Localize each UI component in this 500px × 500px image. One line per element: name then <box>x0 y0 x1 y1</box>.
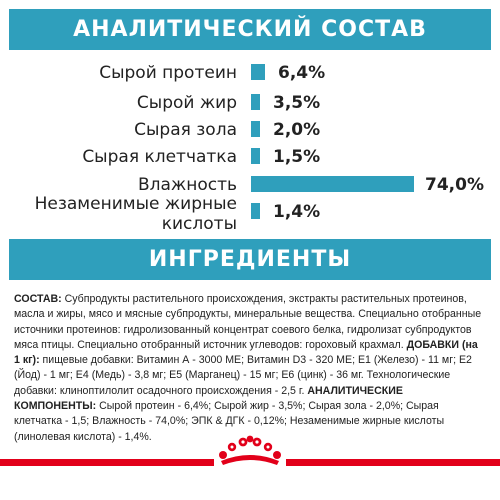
additives-label: ДОБАВКИ (на 1 кг): <box>14 338 478 367</box>
analysis-label: Сырая зола <box>134 120 237 140</box>
crown-icon <box>217 435 283 469</box>
ingredients-header: ИНГРЕДИЕНТЫ <box>9 239 491 280</box>
analysis-bar <box>251 121 260 137</box>
analysis-bar <box>251 176 414 192</box>
analysis-value: 1,5% <box>273 147 321 167</box>
ingredients-text <box>14 292 484 445</box>
analysis-label: Сырая клетчатка <box>82 147 237 167</box>
analysis-bar <box>251 203 260 219</box>
analysis-value: 74,0% <box>425 175 484 195</box>
composition-label: СОСТАВ: <box>14 293 62 305</box>
analysis-value: 1,4% <box>273 202 321 222</box>
analysis-header: АНАЛИТИЧЕСКИЙ СОСТАВ <box>9 9 491 50</box>
analysis-label <box>35 194 237 234</box>
analysis-value: 3,5% <box>273 93 321 113</box>
analysis-label-line: Незаменимые жирные <box>34 194 237 214</box>
analysis-label: Сырой жир <box>136 93 237 113</box>
analysis-value: 6,4% <box>278 63 326 83</box>
analytical-components-label: АНАЛИТИЧЕСКИЕ КОМПОНЕНТЫ: <box>14 384 403 413</box>
analysis-value: 2,0% <box>273 120 321 140</box>
analysis-label-line: кислоты <box>161 214 237 234</box>
analysis-label: Влажность <box>137 175 237 195</box>
additives-text: пищевые добавки: Витамин А - 3000 МЕ; Витамин D3 - 320 МЕ; Е1 (Железо) - 11 мг; Е2 (Йод) - 1 мг; Е4 (Медь) - 3,8 мг; Е5 (Марганец) - 15 мг; Е6 (цинк) - 36 мг. Технологические добавки: клиноптилолит осадочного происхождения - 2,5 г. <box>14 354 472 397</box>
analysis-bar <box>251 94 260 110</box>
analysis-label: Сырой протеин <box>99 63 237 83</box>
analysis-bar <box>251 64 265 80</box>
composition-text: Субпродукты растительного происхождения, экстракты растительных протеинов, масла и жиры, мясо и мясные субпродукты, минеральные вещества. Специально отобранные источники протеинов: гидролизованный концентрат соевого белка, гидролизат субпродуктов мяса птицы. Специально отобранный источник углеводов: гороховый крахмал. <box>14 293 482 351</box>
analytical-components-text: Сырой протеин - 6,4%; Сырой жир - 3,5%; Сырая зола - 2,0%; Сырая клетчатка - 1,5; Влажность - 74,0%; ЭПК & ДГК - 0,12%; Незаменимые жирные кислоты (линолевая кислота) - 1,4%. <box>14 400 445 443</box>
royal-crown-logo <box>214 432 286 472</box>
analysis-bar <box>251 148 260 164</box>
